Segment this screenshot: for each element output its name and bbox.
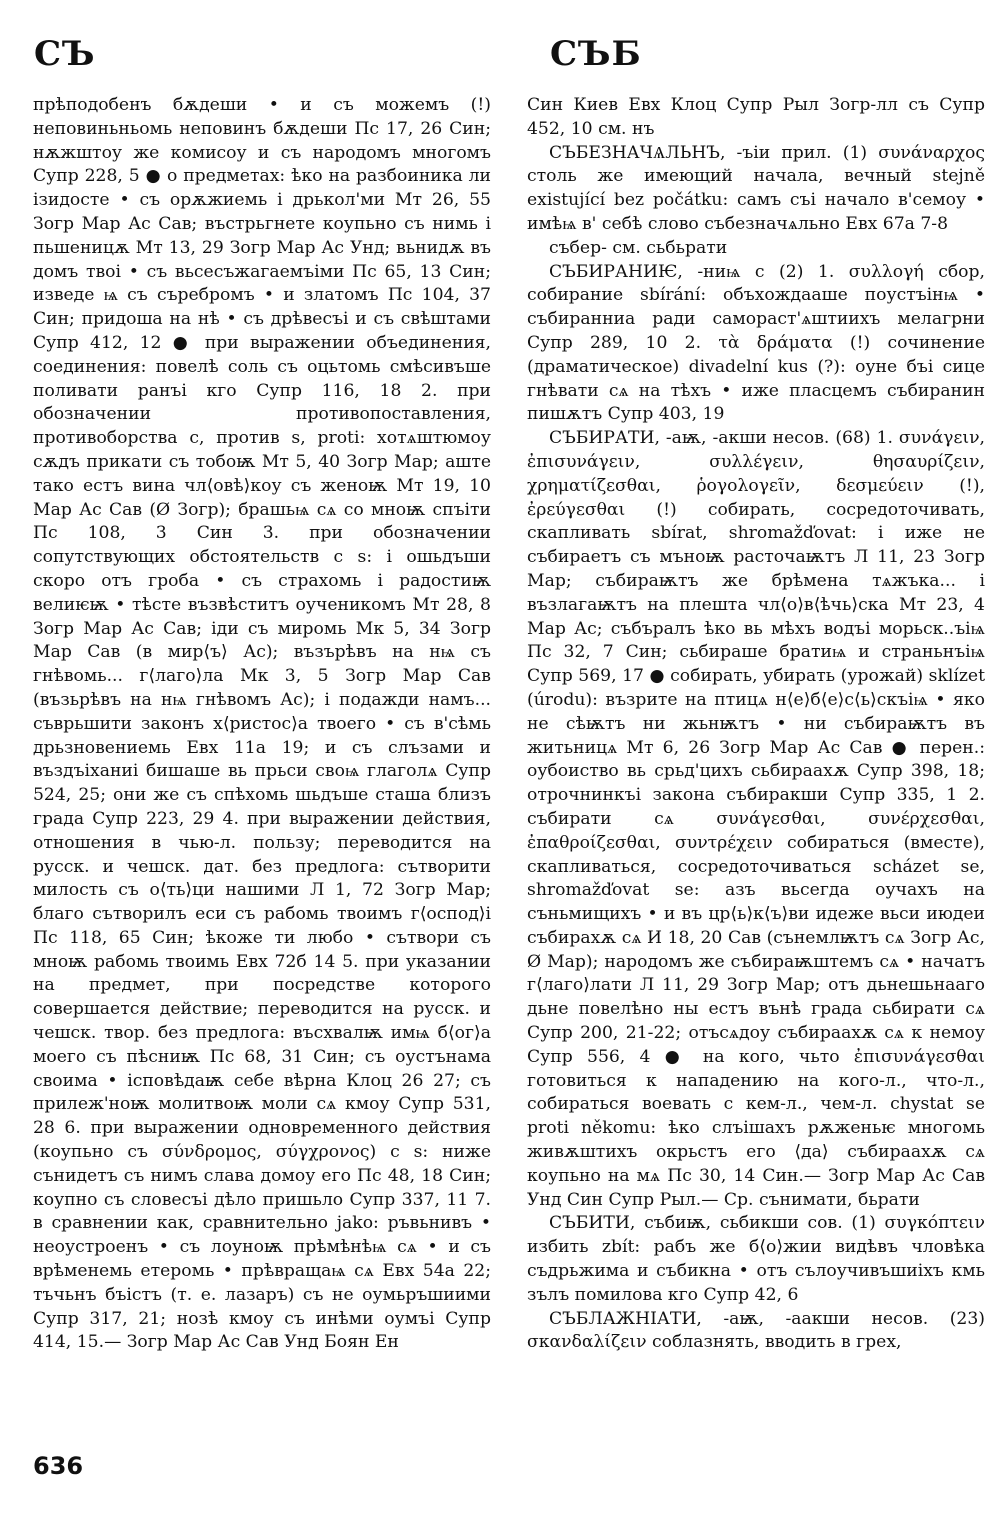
page-number: 636 [33,1452,84,1480]
running-head-left: СЪ [34,34,96,74]
dictionary-entry: СЪБИРАТИ, -аѭ, -акши несов. (68) 1. συνάγειν, ἐπισυνάγειν, συλλέγειν, θησαυρίζειν, χρηματίζεσθαι, ῥογολογεῖν, δεσμεύειν (!), ἐρεύγεσθαι (!) собирать, сосредоточивать, скапливать sbírat, shromažďovat: і иже не събираетъ съ мъноѭ расточаѭтъ Л 11, 23 Зогр Мар; събираѭтъ же брѣмена тѧжъка... і възлагаѭтъ на плешта чл⟨о⟩в⟨ѣчь⟩ска Мт 23, 4 Мар Ас; събъралъ ѣко вь мѣхъ водъі морьск..ъіѩ Пс 32, 7 Син; сьбираше братиѩ и страньнъіѩ Супр 569, 17 ● собирать, убирать (урожай) sklízet (úrodu): възрите на птицѧ н⟨е⟩б⟨е⟩с⟨ь⟩скъіѩ • яко не сѣѭтъ ни жьнѭтъ • ни събираѭтъ въ житьницѧ Мт 6, 26 Зогр Мар Ас Сав ● перен.: оубоиство вь срьд'цихъ сьбираахѫ Супр 398, 18; отрочнинкъі закона събиракши Супр 335, 1 2. събирати сѧ συνάγεσθαι, συνέρχεσθαι, ἐπαθροίζεσθαι, συντρέχειν собираться (вместе), скапливаться, сосредоточиваться scházet se, shromažďovat se: азъ вьсегда оучахъ на съньмищихъ • и въ цр⟨ь⟩к⟨ъ⟩ви идеже вьси июдеи събирахѫ сѧ И 18, 20 Сав (сънемлѭтъ сѧ Зогр Ас, Ø Мар); народомъ же събираѭштемъ сѧ • начатъ г⟨лаго⟩лати Л 11, 29 Зогр Мар; отъ дьнешьнааго дьне повелѣно ны естъ вънѣ града сьбирати сѧ Супр 200, 21-22; отъсѧдоу събираахѫ сѧ к немоу Супр 556, 4 ● на кого, чьто ἐπισυνάγεσθαι готовиться к нападению на кого-л., что-л., собираться воевать с кем-л., чем-л. chystat se proti někomu: ѣко слъішахъ рѫженьѥ многомь живѫштихъ окрьстъ его ⟨да⟩ събираахѫ сѧ коупьно на мѧ Пс 30, 14 Син.— Зогр Мар Ас Сав Унд Син Супр Рыл.— Ср. сънимати, бьрати [527,428,985,1210]
entry-continuation: Син Киев Евх Клоц Супр Рыл Зогр-лл съ Супр 452, 10 см. нъ [527,95,985,139]
dictionary-entry: СЪБЕЗНАЧѦЛЬНЪ, -ъіи прил. (1) συνάναρχος столь же имеющий начала, вечный stejně existující bez počátku: самъ съі начало в'семоу • имѣѩ в' себѣ слово събезначѧльно Евх 67а 7-8 [527,142,985,234]
dictionary-entry: СЪБИРАНИѤ, -ниѩ с (2) 1. συλλογή сбор, собирание sbírání: объхождааше поустъінѩ • събиранниа ради самораст'ѧштиихъ мелагрни Супр 289, 10 2. τὰ δράματα (!) сочинение (драматическое) divadelní kus (?): оуне бъі сице гнѣвати сѧ на тѣхъ • иже пласцемъ събиранин пишѫтъ Супр 403, 19 [527,261,985,425]
running-head-right: СЪБ [550,34,642,74]
entry-continuation: прѣподобенъ бѫдеши • и съ можемъ (!) неповиньньомь неповинъ бѫдеши Пс 17, 26 Син; нѫжштоу же комисоу и съ народомъ многомъ Супр 228, 5 ● о предметах: ѣко на разбоиника ли ізидосте • съ орѫжиемь і дрькол'ми Мт 26, 55 Зогр Мар Ас Сав; въстрьгнете коупьно съ нимь і пьшеницѫ Мт 13, 29 Зогр Мар Ас Унд; вьнидѫ въ домъ твоі • съ вьсесъжагаемъіми Пс 65, 13 Син; изведе ѩ съ сърeбромъ • и златомъ Пс 104, 37 Син; придоша на нѣ • съ дрѣвесъі и съ свѣштами Супр 412, 12 ● при выражении объединения, соединения: повелѣ соль съ оцьтомь смѣсивъше поливати ранъі кго Супр 116, 18 2. при обозначении противопоставления, противоборства с, против s, proti: хотѧштюмоу сѫдъ прикати съ тобоѭ Мт 5, 40 Зогр Мар; аште тако естъ вина чл⟨овѣ⟩коу съ женоѭ Мт 19, 10 Мар Ас Сав (Ø Зогр); брашьѩ сѧ со мноѭ спъіти Пс 108, 3 Син 3. при обозначении сопутствующих обстоятельств с s: і ошьдъши скоро отъ гроба • съ страхомь і радостиѭ велиѥѭ • тѣсте възвѣститъ оученикомъ Мт 28, 8 Зогр Мар Ас Сав; іди съ миромь Мк 5, 34 Зогр Мар Сав (в мир⟨ъ⟩ Ас); възърѣвъ на нѩ съ гнѣвомь... г⟨лаго⟩ла Мк 3, 5 Зогр Мар Сав (възьрѣвъ на нѩ гнѣвомъ Ас); і подажди намъ... съврьшити законъ х⟨ристос⟩а твоего • съ в'сѣмь дрьзновениемь Евх 11а 19; и съ слъзами и въздъіханиі бишаше вь прьси своѩ глаголѧ Супр 524, 25; они же съ спѣхомь шьдъше сташа близъ града Супр 223, 29 4. при выражении действия, отношения в чью-л. пользу; переводится на русск. и чешск. дат. без предлога: сътворити милость съ о⟨ть⟩ци нашими Л 1, 72 Зогр Мар; благо сътворилъ еси съ рабомь твоимъ г⟨оспод⟩і Пс 118, 65 Син; ѣкоже ти любо • сътвори съ мноѭ рабомь твоимь Евх 72б 14 5. при указании на предмет, при посредстве которого совершается действие; переводится на русск. и чешск. твор. без предлога: въсхвалѭ имѩ б⟨ог⟩а моего съ пѣсниѭ Пс 68, 31 Син; съ оустънама своима • ісповѣдаѭ себе вѣрна Клоц 26 27; съ прилеж'ноѭ молитвоѭ моли сѧ кмоу Супр 531, 28 6. при выражении одновременного действия (коупьно съ σύνδρομος, σύγχρονος) с s: ниже сънидетъ съ нимъ слава домоу его Пс 48, 18 Син; коупно съ словесъі дѣло пришьло Супр 337, 11 7. в сравнении как, сравнительно jako: ръвьнивъ • неоустроенъ • съ лоуноѭ прѣмѣнѣѩ сѧ • и съ врѣменемь етеромь • прѣвращаѩ сѧ Евх 54а 22; тъчьнъ бъістъ (т. е. лазаръ) съ не оумьръшиими Супр 317, 21; нозѣ кмоу съ инѣми оумъі Супр 414, 15.— Зогр Мар Ас Сав Унд Боян Ен [33,95,491,1353]
dictionary-entry: СЪБИТИ, събиѭ, сьбикши сов. (1) συγκόπτειν избить zbít: рабъ же б⟨о⟩жии видѣвъ чловѣка съдрьжима и събикна • отъ сълоучивъшиіхъ кмь зълъ помилова кго Супр 42, 6 [527,1213,985,1305]
right-column [527,94,985,1355]
dictionary-entry: СЪБЛАЖНІАТИ, -аѭ, -аакши несов. (23) σκανδαλίζειν соблазнять, вводить в грех, [527,1308,985,1353]
left-column [33,94,491,1355]
cross-reference: събер- см. сьбьрати [549,237,728,258]
